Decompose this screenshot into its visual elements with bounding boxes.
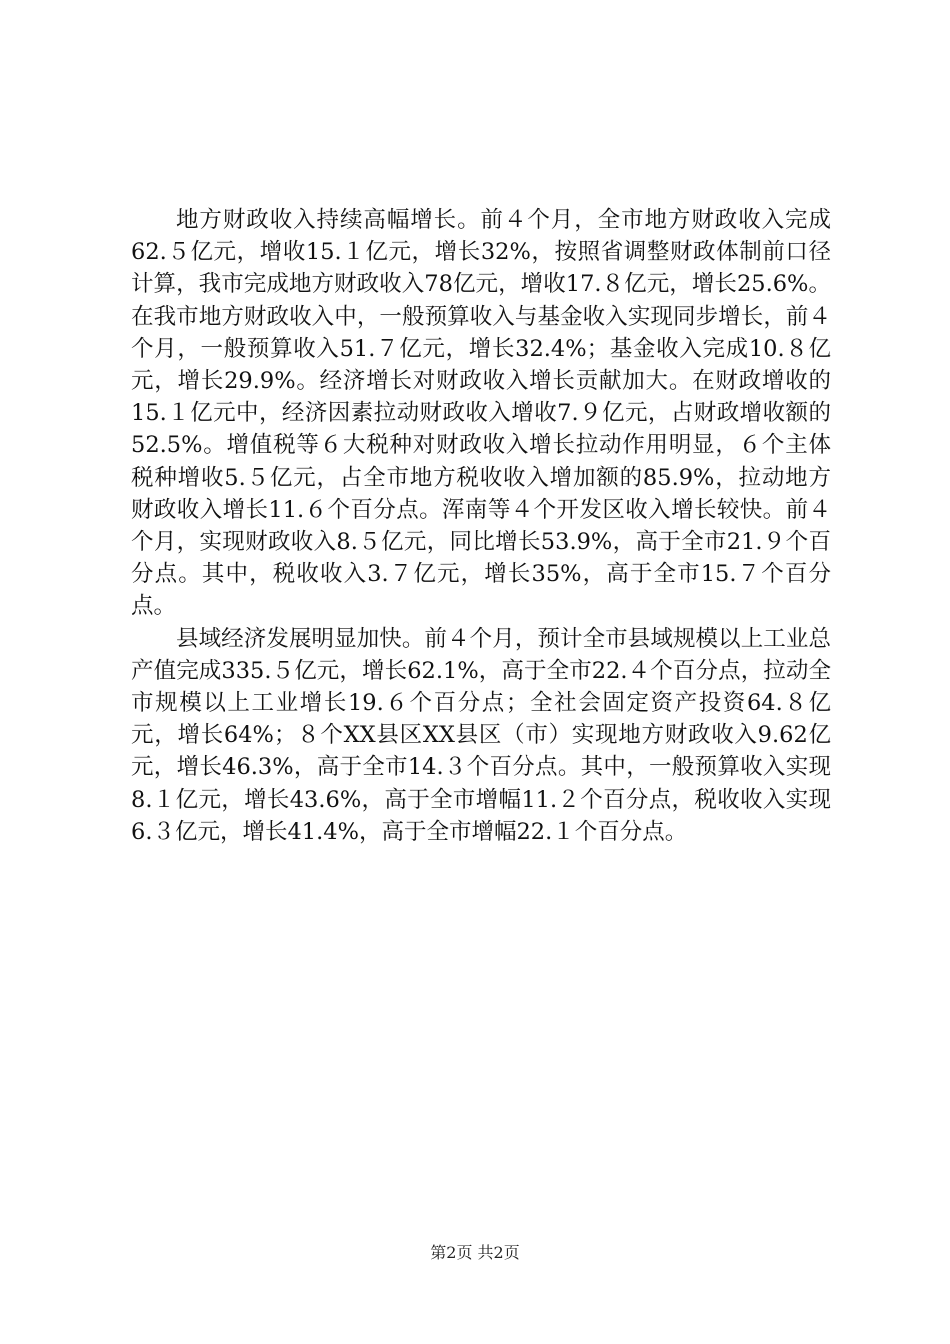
page-footer bbox=[0, 1243, 950, 1263]
page-number: 第2页 共2页 bbox=[430, 1243, 520, 1262]
paragraph-county-economy: 县域经济发展明显加快。前４个月，预计全市县域规模以上工业总产值完成335.５亿元，增长62.1%，高于全市22.４个百分点，拉动全市规模以上工业增长19.６个百分点；全社会固定资产投资64.８亿元，增长64%；８个XX县区XX县区（市）实现地方财政收入9.62亿元，增长46.3%，高于全市14.３个百分点。其中，一般预算收入实现8.１亿元，增长43.6%，高于全市增幅11.２个百分点，税收收入实现6.３亿元，增长41.4%，高于全市增幅22.１个百分点。 bbox=[131, 625, 831, 845]
document-body bbox=[131, 204, 831, 848]
paragraph-fiscal-revenue: 地方财政收入持续高幅增长。前４个月，全市地方财政收入完成62.５亿元，增收15.１亿元，增长32%，按照省调整财政体制前口径计算，我市完成地方财政收入78亿元，增收17.８亿元，增长25.6%。在我市地方财政收入中，一般预算收入与基金收入实现同步增长，前４个月，一般预算收入51.７亿元，增长32.4%；基金收入完成10.８亿元，增长29.9%。经济增长对财政收入增长贡献加大。在财政增收的15.１亿元中，经济因素拉动财政收入增收7.９亿元，占财政增收额的52.5%。增值税等６大税种对财政收入增长拉动作用明显，６个主体税种增收5.５亿元，占全市地方税收收入增加额的85.9%，拉动地方财政收入增长11.６个百分点。浑南等４个开发区收入增长较快。前４个月，实现财政收入8.５亿元，同比增长53.9%，高于全市21.９个百分点。其中，税收收入3.７亿元，增长35%，高于全市15.７个百分点。 bbox=[131, 207, 831, 620]
